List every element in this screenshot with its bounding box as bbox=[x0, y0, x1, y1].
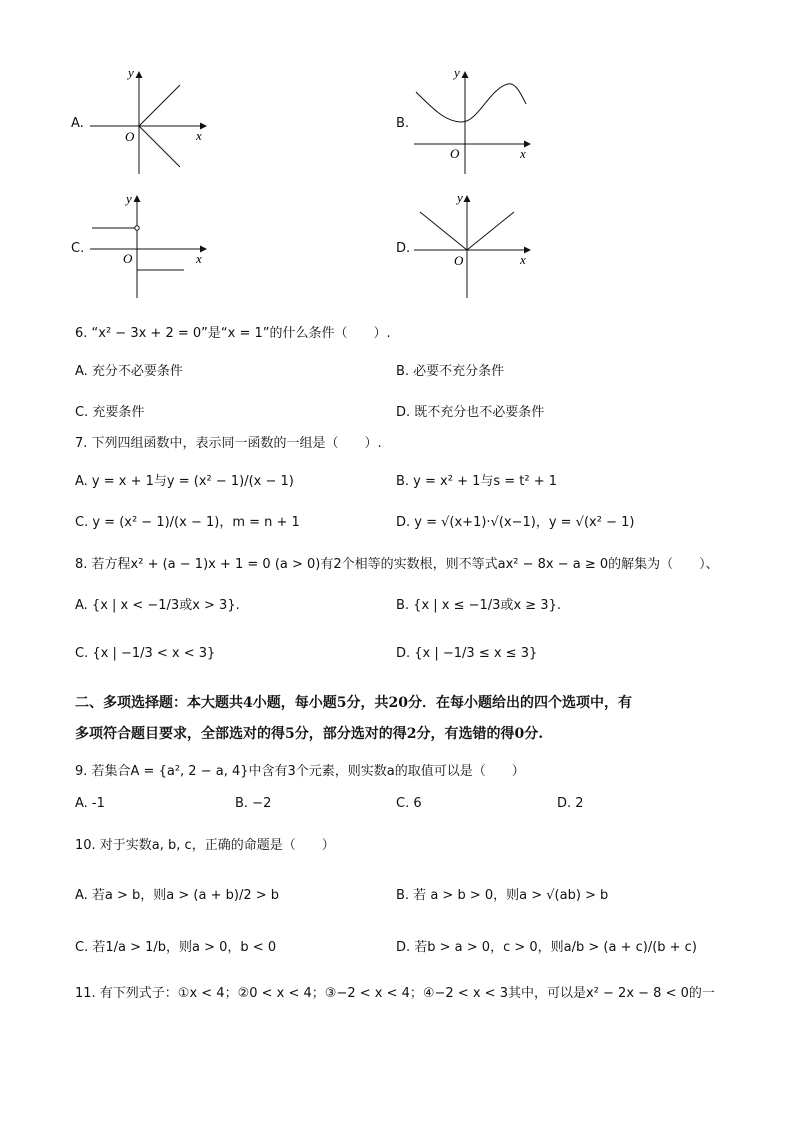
graph-b bbox=[412, 66, 537, 178]
q9-option-d: D. 2 bbox=[557, 796, 584, 811]
graph-a-y-label: y bbox=[128, 66, 134, 80]
graph-c-x-label: x bbox=[196, 251, 202, 266]
graph-a-label: A. bbox=[71, 116, 84, 131]
graph-d-x-label: x bbox=[520, 252, 526, 267]
q6-option-c: C. 充要条件 bbox=[75, 405, 145, 420]
graph-c bbox=[88, 190, 213, 302]
q8-option-b: B. {x | x ≤ −1/3或x ≥ 3}. bbox=[396, 598, 561, 613]
graph-b-y-label: y bbox=[454, 66, 460, 80]
graph-a bbox=[88, 66, 213, 178]
q9-option-a: A. -1 bbox=[75, 796, 105, 811]
graph-a-origin-label: O bbox=[125, 129, 135, 144]
q8-stem: 8. 若方程x² + (a − 1)x + 1 = 0 (a > 0)有2个相等的实数根，则不等式ax² − 8x − a ≥ 0的解集为（ ）、 bbox=[75, 557, 719, 572]
q8-option-c: C. {x | −1/3 < x < 3} bbox=[75, 646, 216, 661]
q6-stem: 6. “x² − 3x + 2 = 0”是“x = 1”的什么条件（ ）. bbox=[75, 326, 391, 341]
q9-option-c: C. 6 bbox=[396, 796, 422, 811]
q10-option-d: D. 若b > a > 0，c > 0，则a/b > (a + c)/(b + c) bbox=[396, 940, 697, 955]
q10-option-a: A. 若a > b，则a > (a + b)/2 > b bbox=[75, 888, 280, 903]
graph-a-x-label: x bbox=[196, 128, 202, 143]
q11-stem: 11. 有下列式子：①x < 4；②0 < x < 4；③−2 < x < 4；④−2 < x < 3其中，可以是x² − 2x − 8 < 0的一 bbox=[75, 986, 715, 1001]
q7-stem: 7. 下列四组函数中，表示同一函数的一组是（ ）. bbox=[75, 436, 382, 451]
q8-option-a: A. {x | x < −1/3或x > 3}. bbox=[75, 598, 240, 613]
graph-b-x-label: x bbox=[520, 146, 526, 161]
q6-option-b: B. 必要不充分条件 bbox=[396, 364, 505, 379]
q8-option-d: D. {x | −1/3 ≤ x ≤ 3} bbox=[396, 646, 538, 661]
q9-stem: 9. 若集合A = {a², 2 − a, 4}中含有3个元素，则实数a的取值可以是（ ） bbox=[75, 764, 525, 779]
q7-option-c: C. y = (x² − 1)/(x − 1)，m = n + 1 bbox=[75, 515, 300, 530]
graph-d-label: D. bbox=[396, 241, 411, 256]
q6-option-a: A. 充分不必要条件 bbox=[75, 364, 183, 379]
graph-d bbox=[412, 190, 537, 302]
graph-c-label: C. bbox=[71, 241, 85, 256]
graph-d-origin-label: O bbox=[454, 253, 464, 268]
q9-option-b: B. −2 bbox=[235, 796, 272, 811]
q7-option-a: A. y = x + 1与y = (x² − 1)/(x − 1) bbox=[75, 474, 294, 489]
q7-option-d: D. y = √(x+1)·√(x−1)，y = √(x² − 1) bbox=[396, 515, 635, 530]
graph-d-y-label: y bbox=[457, 190, 463, 205]
section2-heading-line1: 二、多项选择题：本大题共4小题，每小题5分，共20分．在每小题给出的四个选项中，有 bbox=[75, 695, 632, 711]
q10-option-b: B. 若 a > b > 0，则a > √(ab) > b bbox=[396, 888, 609, 903]
graph-b-label: B. bbox=[396, 116, 410, 131]
graph-c-y-label: y bbox=[126, 191, 132, 206]
graph-c-origin-label: O bbox=[123, 251, 133, 266]
section2-heading-line2: 多项符合题目要求，全部选对的得5分，部分选对的得2分，有选错的得0分. bbox=[75, 726, 544, 742]
q10-stem: 10. 对于实数a, b, c，正确的命题是（ ） bbox=[75, 838, 335, 853]
graph-b-origin-label: O bbox=[450, 146, 460, 161]
q6-option-d: D. 既不充分也不必要条件 bbox=[396, 405, 545, 420]
q7-option-b: B. y = x² + 1与s = t² + 1 bbox=[396, 474, 558, 489]
q10-option-c: C. 若1/a > 1/b，则a > 0，b < 0 bbox=[75, 940, 277, 955]
